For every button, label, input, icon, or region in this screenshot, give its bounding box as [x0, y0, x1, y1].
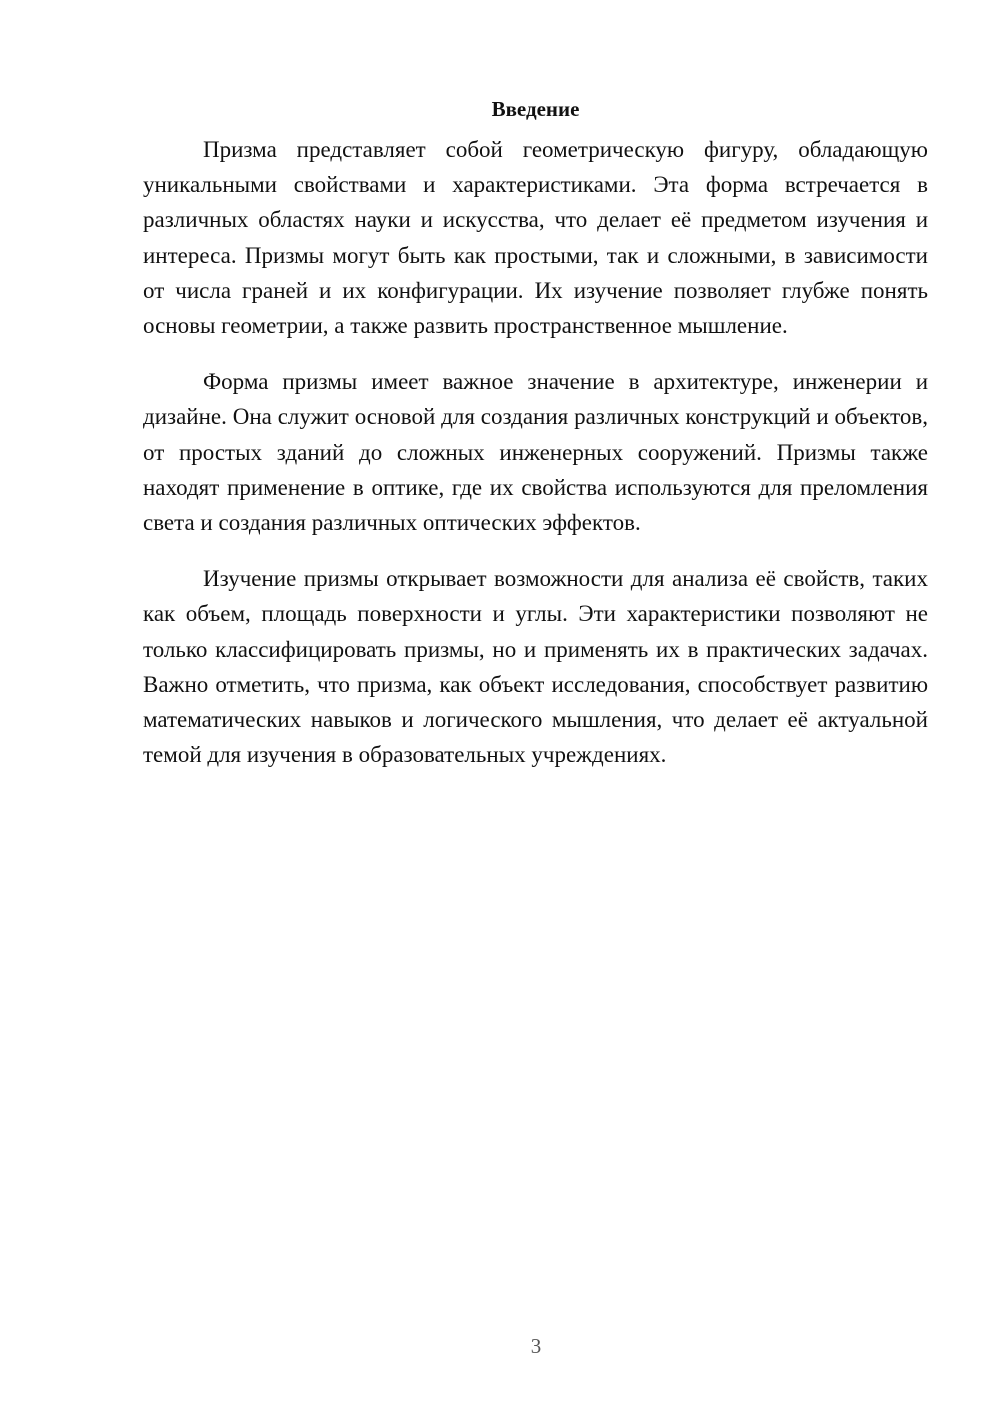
paragraph-3: Изучение призмы открывает возможности для анализа её свойств, таких как объем, площадь поверхности и углы. Эти характеристики позволяют не только классифицировать призмы, но и применять их в практических задачах. Важно отметить, что призма, как объект исследования, способствует развитию математических навыков и логического мышления, что делает её актуальной темой для изучения в образовательных учреждениях.	[143, 566, 928, 768]
page-number: 3	[530, 1334, 542, 1358]
section-heading: Введение	[491, 97, 580, 121]
paragraph-2: Форма призмы имеет важное значение в архитектуре, инженерии и дизайне. Она служит основой для создания различных конструкций и объектов, от простых зданий до сложных инженерных сооружений. Призмы также находят применение в оптике, где их свойства используются для преломления света и создания различных оптических эффектов.	[143, 369, 928, 536]
paragraph-1: Призма представляет собой геометрическую фигуру, обладающую уникальными свойствами и характеристиками. Эта форма встречается в различных областях науки и искусства, что делает её предметом изучения и интереса. Призмы могут быть как простыми, так и сложными, в зависимости от числа граней и их конфигурации. Их изучение позволяет глубже понять основы геометрии, а также развить пространственное мышление.	[143, 137, 928, 339]
page-content	[143, 92, 928, 793]
